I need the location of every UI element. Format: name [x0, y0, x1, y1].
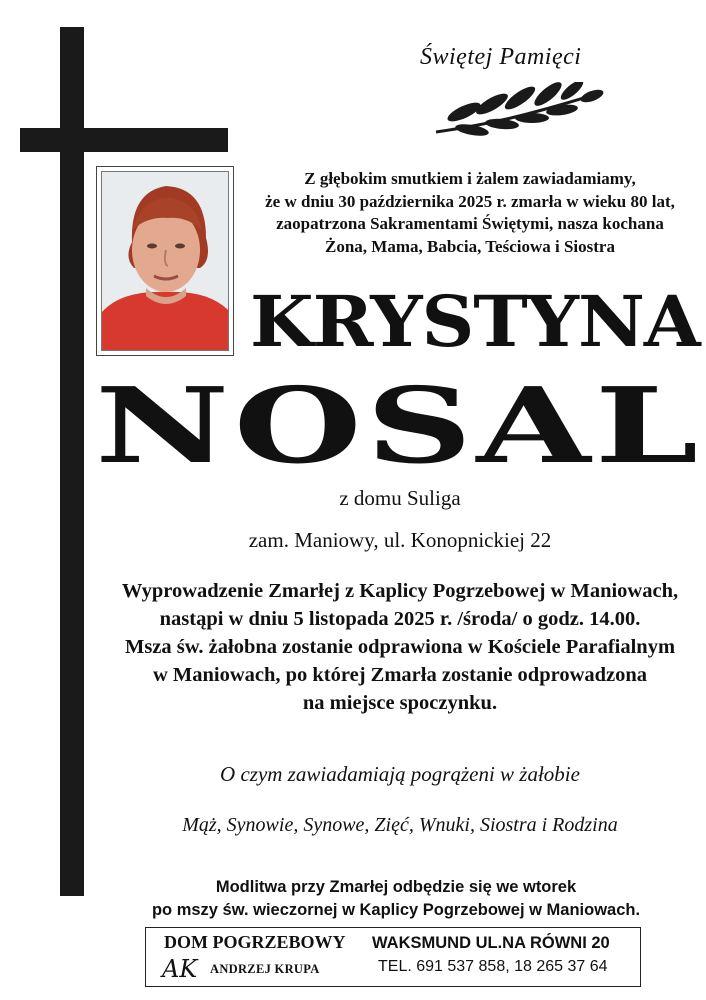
- prayer-line: po mszy św. wieczornej w Kaplicy Pogrzebowej w Maniowach.: [151, 901, 641, 919]
- cross-icon: [60, 27, 84, 896]
- portrait-icon: [102, 172, 229, 351]
- memory-heading: Świętej Pamięci: [420, 44, 582, 70]
- intro-line: że w dniu 30 października 2025 r. zmarła w wieku 80 lat,: [265, 191, 675, 211]
- intro-line: zaopatrzona Sakramentami Świętymi, nasza kochana: [276, 214, 664, 233]
- cross-icon-bar: [20, 128, 228, 152]
- mourners-intro: O czym zawiadamiają pogrążeni w żałobie: [220, 762, 580, 786]
- details-line: Msza św. żałobna zostanie odprawiona w Kościele Parafialnym: [124, 636, 676, 658]
- details-line: Wyprowadzenie Zmarłej z Kaplicy Pogrzebowej w Maniowach,: [121, 580, 679, 602]
- funeral-home-phones: TEL. 691 537 858, 18 265 37 64: [378, 958, 608, 975]
- announcement-intro: [240, 168, 700, 258]
- funeral-details: [100, 577, 700, 717]
- funeral-home-logo: AK: [162, 955, 198, 983]
- details-line: na miejsce spoczynku.: [302, 692, 498, 714]
- portrait-photo: [96, 166, 234, 356]
- olive-branch-icon: [432, 82, 607, 137]
- intro-line: Żona, Mama, Babcia, Teściowa i Siostra: [325, 236, 615, 256]
- maiden-name: z domu Suliga: [339, 486, 461, 510]
- deceased-first-name: KRYSTYNA: [250, 280, 700, 363]
- funeral-home-owner: ANDRZEJ KRUPA: [210, 962, 320, 976]
- intro-line: Z głębokim smutkiem i żalem zawiadamiamy,: [304, 169, 636, 188]
- funeral-home-name: DOM POGRZEBOWY: [164, 932, 346, 952]
- prayer-note: [90, 876, 702, 922]
- funeral-home-address: WAKSMUND UL.NA RÓWNI 20: [372, 934, 610, 952]
- details-line: nastąpi w dniu 5 listopada 2025 r. /środa/ o godz. 14.00.: [159, 608, 641, 630]
- deceased-last-name: NOSAL: [95, 364, 703, 487]
- prayer-line: Modlitwa przy Zmarłej odbędzie się we wtorek: [215, 878, 577, 896]
- details-line: w Maniowach, po której Zmarła zostanie odprowadzona: [152, 664, 648, 686]
- residence-address: zam. Maniowy, ul. Konopnickiej 22: [248, 528, 552, 552]
- mourners-list: Mąż, Synowie, Synowe, Zięć, Wnuki, Siostra i Rodzina: [182, 814, 618, 836]
